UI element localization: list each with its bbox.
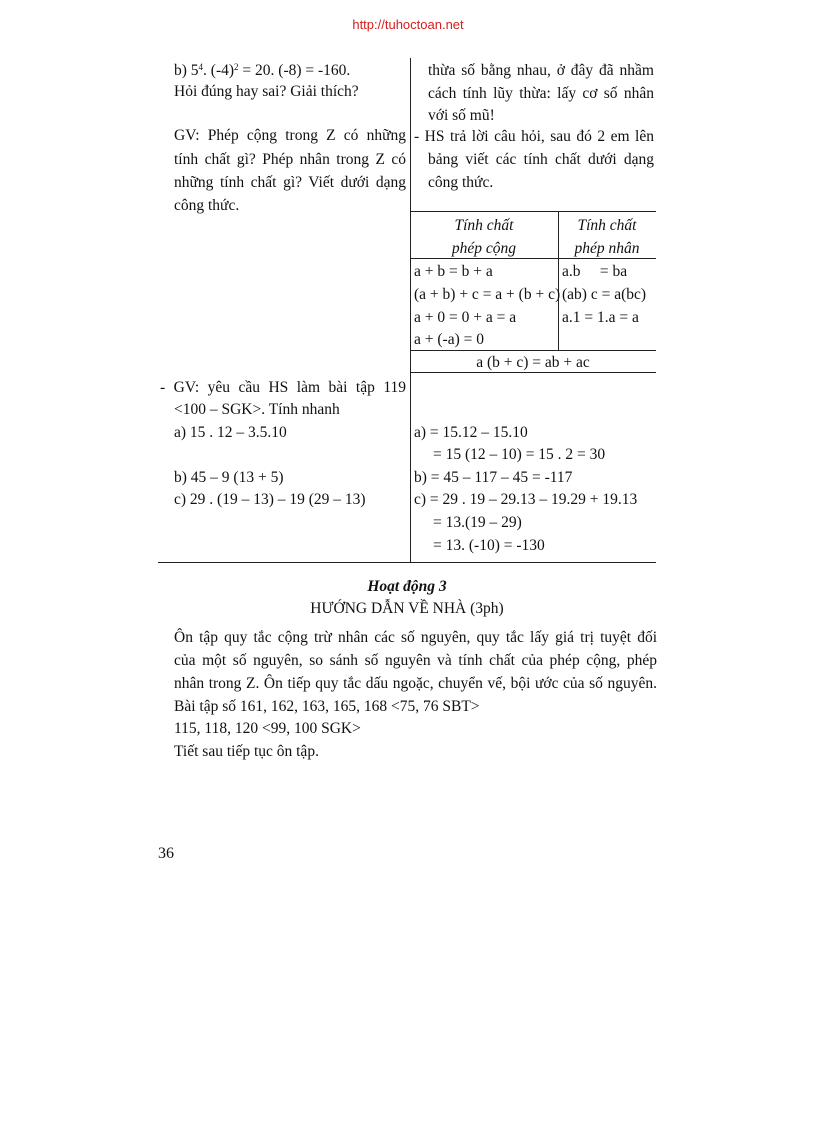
page-number: 36 [158,845,174,862]
homework-line-3: nhân trong Z. Ôn tiếp quy tắc dấu ngoặc, chuyển vế, bội ước của số nguyên. [174,675,657,692]
explain-line-3: với số mũ! [428,107,495,124]
gv-question-line-3: những tính chất gì? Viết dưới dạng [174,174,406,191]
props-mul-header-2: phép nhân [574,240,640,257]
props-add-header-1: Tính chất [454,217,514,234]
activity-title: Hoạt động 3 [367,578,447,595]
homework-line-5: 115, 118, 120 <99, 100 SGK> [174,720,361,737]
hs-answer-line-3: công thức. [428,174,494,191]
activity-subtitle: HƯỚNG DẪN VỀ NHÀ (3ph) [310,600,504,617]
homework-line-2: của một số nguyên, so sánh số nguyên và tính chất của phép cộng, phép [174,652,657,669]
props-mul-associative: (ab) c = a(bc) [562,286,647,303]
hs-answer-line-2: bảng viết các tính chất dưới dạng [428,151,654,168]
props-add-header-2: phép cộng [451,240,517,257]
homework-line-4: Bài tập số 161, 162, 163, 165, 168 <75, 76 SBT> [174,698,480,715]
solution-a-line-2: = 15 (12 – 10) = 15 . 2 = 30 [433,446,606,463]
table2-top-rule [410,372,656,373]
props-distributive: a (b + c) = ab + ac [476,354,590,371]
task-b: b) 45 – 9 (13 + 5) [174,469,284,486]
props-mul-identity: a.1 = 1.a = a [562,309,639,326]
props-mul-header-1: Tính chất [577,217,637,234]
gv-question-line-1: GV: Phép cộng trong Z có những [174,127,406,144]
task-line-2: <100 – SGK>. Tính nhanh [174,401,340,418]
props-add-commutative: a + b = b + a [414,263,493,280]
header-link[interactable]: http://tuhoctoan.net [352,17,464,32]
homework-line-6: Tiết sau tiếp tục ôn tập. [174,743,319,760]
gv-question-line-2: tính chất gì? Phép nhân trong Z có [174,151,406,168]
solution-c-line-3: = 13. (-10) = -130 [433,537,545,554]
explain-line-1: thừa số bằng nhau, ở đây đã nhầm [428,62,654,79]
table2-divider [410,372,411,562]
task-line-1: - GV: yêu cầu HS làm bài tập 119 [160,379,406,396]
task-c: c) 29 . (19 – 13) – 19 (29 – 13) [174,491,366,508]
exercise-b-statement: b) $5^4$. $(-4)^2 = 20$. (-8) = -160. [174,62,351,79]
solution-a-line-1: a) = 15.12 – 15.10 [414,424,528,441]
exercise-b-question: Hỏi đúng hay sai? Giải thích? [174,83,359,100]
table2-bottom-rule [158,562,656,563]
gv-question-line-4: công thức. [174,197,240,214]
props-add-inverse: a + (-a) = 0 [414,331,484,348]
props-add-associative: (a + b) + c = a + (b + c) [414,286,561,303]
solution-b: b) = 45 – 117 – 45 = -117 [414,469,573,486]
homework-line-1: Ôn tập quy tắc cộng trừ nhân các số nguyên, quy tắc lấy giá trị tuyệt đối [174,629,657,646]
props-top-rule [410,211,656,212]
props-add-identity: a + 0 = 0 + a = a [414,309,517,326]
explain-line-2: cách tính lũy thừa: lấy cơ số nhân [428,85,654,102]
task-a: a) 15 . 12 – 3.5.10 [174,424,287,441]
hs-answer-line-1: - HS trả lời câu hỏi, sau đó 2 em lên [414,128,654,145]
solution-c-line-2: = 13.(19 – 29) [433,514,522,531]
props-mul-commutative: a.b = ba [562,263,628,280]
solution-c-line-1: c) = 29 . 19 – 29.13 – 19.29 + 19.13 [414,491,638,508]
